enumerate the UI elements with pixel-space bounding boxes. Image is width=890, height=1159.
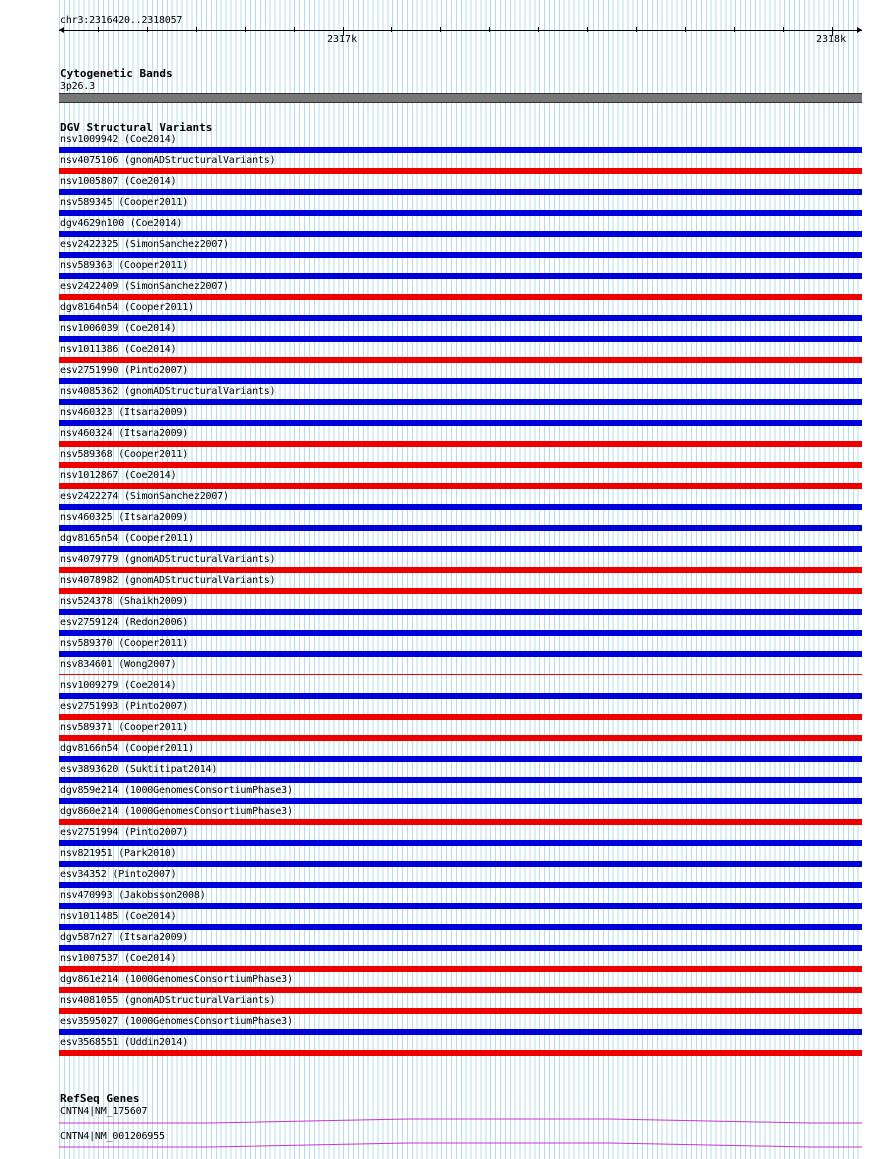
variant-feature[interactable] (59, 714, 862, 720)
variant-feature[interactable] (59, 903, 862, 909)
ruler-minor-tick (294, 27, 295, 32)
variant-label: nsv1009279 (Coe2014) (60, 680, 177, 691)
ruler-left-arrow-icon (59, 27, 64, 33)
variant-feature[interactable] (59, 483, 862, 489)
variant-label: nsv460324 (Itsara2009) (60, 428, 189, 439)
variant-label: dgv861e214 (1000GenomesConsortiumPhase3) (60, 974, 293, 985)
variant-feature[interactable] (59, 420, 862, 426)
track-title-cytogenetic-bands: Cytogenetic Bands (60, 67, 173, 80)
variant-feature[interactable] (59, 168, 862, 174)
variant-label: dgv8166n54 (Cooper2011) (60, 743, 194, 754)
gene-label: CNTN4|NM_001206955 (60, 1131, 165, 1142)
variant-feature[interactable] (59, 273, 862, 279)
variant-feature[interactable] (59, 1029, 862, 1035)
variant-label: esv2422325 (SimonSanchez2007) (60, 239, 229, 250)
ruler-minor-tick (440, 27, 441, 32)
variant-label: esv3893620 (Suktitipat2014) (60, 764, 218, 775)
variant-feature[interactable] (59, 609, 862, 615)
ruler-minor-tick (98, 27, 99, 32)
variant-label: nsv589370 (Cooper2011) (60, 638, 189, 649)
variant-label: nsv589345 (Cooper2011) (60, 197, 189, 208)
ruler-right-arrow-icon (857, 27, 862, 33)
variant-label: nsv460323 (Itsara2009) (60, 407, 189, 418)
variant-feature[interactable] (59, 399, 862, 405)
track-title-dgv-structural-variants: DGV Structural Variants (60, 121, 213, 134)
variant-feature[interactable] (59, 798, 862, 804)
variant-label: nsv4075106 (gnomADStructuralVariants) (60, 155, 276, 166)
ruler-minor-tick (538, 27, 539, 32)
ruler-minor-tick (783, 27, 784, 32)
cytoband-label: 3p26.3 (60, 81, 95, 92)
variant-label: dgv8165n54 (Cooper2011) (60, 533, 194, 544)
variant-feature[interactable] (59, 693, 862, 699)
variant-label: esv34352 (Pinto2007) (60, 869, 177, 880)
variant-feature[interactable] (59, 210, 862, 216)
variant-label: esv2751994 (Pinto2007) (60, 827, 189, 838)
variant-label: dgv4629n100 (Coe2014) (60, 218, 183, 229)
variant-feature[interactable] (59, 777, 862, 783)
variant-feature[interactable] (59, 651, 862, 657)
variant-feature[interactable] (59, 294, 862, 300)
variant-label: nsv4078982 (gnomADStructuralVariants) (60, 575, 276, 586)
variant-feature[interactable] (59, 525, 862, 531)
variant-feature[interactable] (59, 462, 862, 468)
variant-feature[interactable] (59, 546, 862, 552)
variant-label: nsv834601 (Wong2007) (60, 659, 177, 670)
variant-feature[interactable] (59, 756, 862, 762)
variant-label: esv2422409 (SimonSanchez2007) (60, 281, 229, 292)
gene-label: CNTN4|NM_175607 (60, 1106, 148, 1117)
variant-label: nsv1007537 (Coe2014) (60, 953, 177, 964)
variant-feature[interactable] (59, 987, 862, 993)
variant-label: dgv8164n54 (Cooper2011) (60, 302, 194, 313)
variant-feature[interactable] (59, 966, 862, 972)
variant-feature[interactable] (59, 819, 862, 825)
variant-label: nsv4079779 (gnomADStructuralVariants) (60, 554, 276, 565)
variant-label: nsv1012867 (Coe2014) (60, 470, 177, 481)
variant-feature[interactable] (59, 567, 862, 573)
variant-label: nsv524378 (Shaikh2009) (60, 596, 189, 607)
ruler-tick-label: 2317k (327, 34, 358, 45)
variant-feature[interactable] (59, 336, 862, 342)
variant-feature[interactable] (59, 189, 862, 195)
ruler-minor-tick (734, 27, 735, 32)
variant-feature[interactable] (59, 231, 862, 237)
ruler-minor-tick (391, 27, 392, 32)
variant-label: nsv1009942 (Coe2014) (60, 134, 177, 145)
variant-label: nsv4081055 (gnomADStructuralVariants) (60, 995, 276, 1006)
variant-label: dgv859e214 (1000GenomesConsortiumPhase3) (60, 785, 293, 796)
ruler-minor-tick (587, 27, 588, 32)
variant-feature[interactable] (59, 861, 862, 867)
ruler-tick-label: 2318k (816, 34, 847, 45)
variant-label: esv2422274 (SimonSanchez2007) (60, 491, 229, 502)
ruler-minor-tick (245, 27, 246, 32)
gene-feature-cntn4-nm-175607[interactable] (59, 1117, 862, 1127)
variant-feature[interactable] (59, 735, 862, 741)
variant-label: nsv589371 (Cooper2011) (60, 722, 189, 733)
track-title-refseq-genes: RefSeq Genes (60, 1092, 140, 1105)
variant-label: nsv821951 (Park2010) (60, 848, 177, 859)
variant-feature[interactable] (59, 882, 862, 888)
variant-feature[interactable] (59, 1050, 862, 1056)
variant-feature[interactable] (59, 924, 862, 930)
ruler-minor-tick (147, 27, 148, 32)
variant-label: esv2751993 (Pinto2007) (60, 701, 189, 712)
ruler-minor-tick (636, 27, 637, 32)
variant-label: esv3595027 (1000GenomesConsortiumPhase3) (60, 1016, 293, 1027)
ruler-minor-tick (685, 27, 686, 32)
variant-label: nsv589368 (Cooper2011) (60, 449, 189, 460)
variant-feature[interactable] (59, 252, 862, 258)
variant-feature[interactable] (59, 147, 862, 153)
variant-label: nsv1005807 (Coe2014) (60, 176, 177, 187)
variant-label: dgv860e214 (1000GenomesConsortiumPhase3) (60, 806, 293, 817)
variant-label: esv3568551 (Uddin2014) (60, 1037, 189, 1048)
variant-label: nsv470993 (Jakobsson2008) (60, 890, 206, 901)
variant-label: nsv1006039 (Coe2014) (60, 323, 177, 334)
variant-label: esv2759124 (Redon2006) (60, 617, 189, 628)
gene-feature-cntn4-nm-001206955[interactable] (59, 1139, 862, 1149)
ruler-minor-tick (196, 27, 197, 32)
variant-feature[interactable] (59, 315, 862, 321)
variant-label: nsv4085362 (gnomADStructuralVariants) (60, 386, 276, 397)
variant-label: nsv1011485 (Coe2014) (60, 911, 177, 922)
variant-feature[interactable] (59, 840, 862, 846)
variant-feature[interactable] (59, 1008, 862, 1014)
variant-feature[interactable] (59, 378, 862, 384)
variant-label: nsv589363 (Cooper2011) (60, 260, 189, 271)
position-label: chr3:2316420..2318057 (60, 15, 183, 26)
variant-feature[interactable] (59, 945, 862, 951)
variant-feature[interactable] (59, 674, 862, 675)
variant-label: esv2751990 (Pinto2007) (60, 365, 189, 376)
variant-feature[interactable] (59, 441, 862, 447)
variant-label: dgv587n27 (Itsara2009) (60, 932, 189, 943)
variant-feature[interactable] (59, 504, 862, 510)
variant-feature[interactable] (59, 357, 862, 363)
variant-feature[interactable] (59, 588, 862, 594)
ruler-line (59, 30, 862, 31)
variant-label: nsv1011386 (Coe2014) (60, 344, 177, 355)
variant-feature[interactable] (59, 630, 862, 636)
ruler-minor-tick (489, 27, 490, 32)
cytoband-feature[interactable] (59, 93, 862, 103)
variant-label: nsv460325 (Itsara2009) (60, 512, 189, 523)
